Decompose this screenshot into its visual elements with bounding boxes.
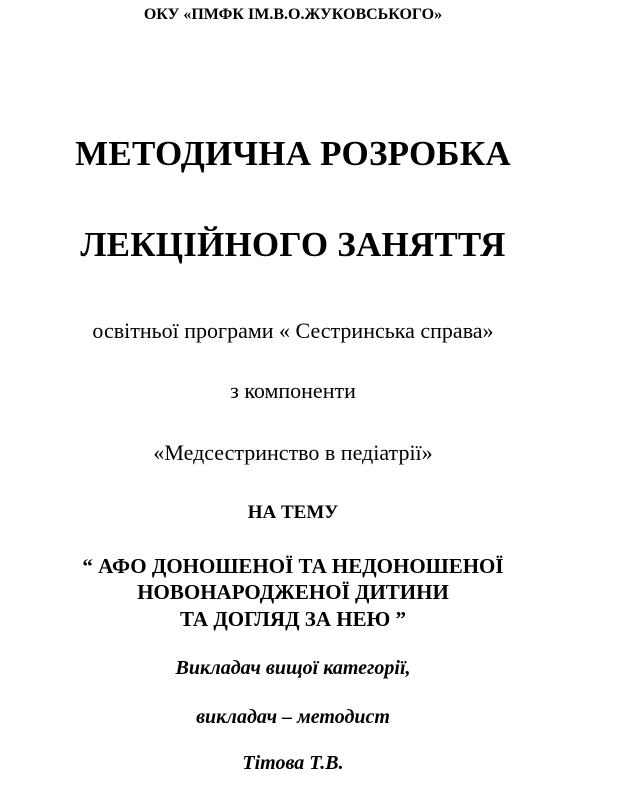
topic-line-2: НОВОНАРОДЖЕНОЇ ДИТИНИ bbox=[137, 580, 449, 604]
lecturer-role: викладач – методист bbox=[196, 706, 390, 728]
lecturer-category: Викладач вищої категорії, bbox=[175, 657, 411, 679]
lecturer-name: Тітова Т.В. bbox=[242, 752, 344, 774]
component-label: з компоненти bbox=[230, 378, 356, 403]
program-text: освітньої програми « Сестринська справа» bbox=[92, 318, 494, 343]
component-name: «Медсестринство в педіатрії» bbox=[153, 440, 433, 465]
institution-name: ОКУ «ПМФК ІМ.В.О.ЖУКОВСЬКОГО» bbox=[143, 6, 443, 23]
topic-label: НА ТЕМУ bbox=[247, 502, 339, 523]
topic-line-3: ТА ДОГЛЯД ЗА НЕЮ ” bbox=[179, 607, 407, 631]
main-title-line-1: МЕТОДИЧНА РОЗРОБКА bbox=[75, 134, 511, 173]
main-title-line-2: ЛЕКЦІЙНОГО ЗАНЯТТЯ bbox=[80, 225, 506, 264]
topic-line-1: “ АФО ДОНОШЕНОЇ ТА НЕДОНОШЕНОЇ bbox=[82, 554, 504, 578]
